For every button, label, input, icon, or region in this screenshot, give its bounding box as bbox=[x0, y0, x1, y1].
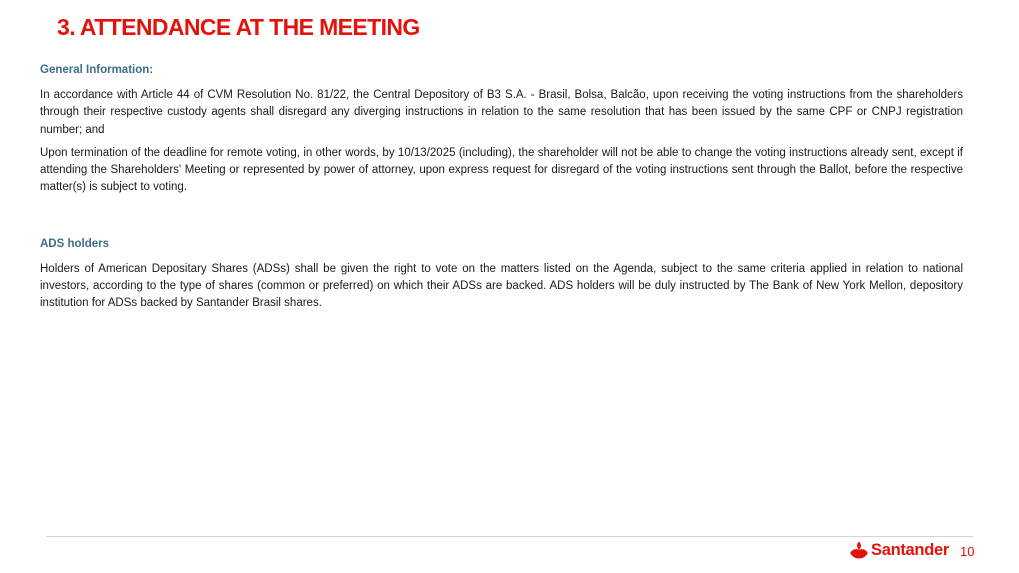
page-number: 10 bbox=[960, 544, 975, 559]
slide-title: 3. ATTENDANCE AT THE MEETING bbox=[57, 14, 420, 40]
paragraph-ads-holders: Holders of American Depositary Shares (ADSs) shall be given the right to vote on the matters listed on the Agenda, subject to the same criteria applied in relation to national investors, according to the type of shares (common or preferred) on which their ADSs are backed. ADS holders will be duly instructed by The Bank of New York Mellon, depository institution for ADSs backed by Santander Brasil shares. bbox=[40, 262, 963, 310]
paragraph-remote-voting-deadline: Upon termination of the deadline for remote voting, in other words, by 10/13/2025 (including), the shareholder will not be able to change the voting instructions already sent, except if attending the Shareholders' Meeting or represented by power of attorney, upon express request for disregard of the voting instructions sent through the Ballot, before the respective matter(s) is subject to voting. bbox=[40, 146, 963, 194]
section-heading-ads-holders: ADS holders bbox=[40, 237, 110, 250]
footer-divider bbox=[46, 536, 973, 537]
santander-logo bbox=[849, 540, 949, 560]
section-heading-general-information: General Information: bbox=[40, 64, 154, 76]
paragraph-cvm-resolution: In accordance with Article 44 of CVM Resolution No. 81/22, the Central Depository of B3 S.A. - Brasil, Bolsa, Balcão, upon receiving the voting instructions from the shareholders through their respective custody agents shall disregard any diverging instructions in relation to the same resolution that has been issued by the same CPF or CNPJ registration number; and bbox=[40, 89, 963, 136]
brand-name: Santander bbox=[871, 540, 949, 559]
santander-flame-icon bbox=[849, 540, 869, 560]
slide-content bbox=[40, 62, 963, 313]
